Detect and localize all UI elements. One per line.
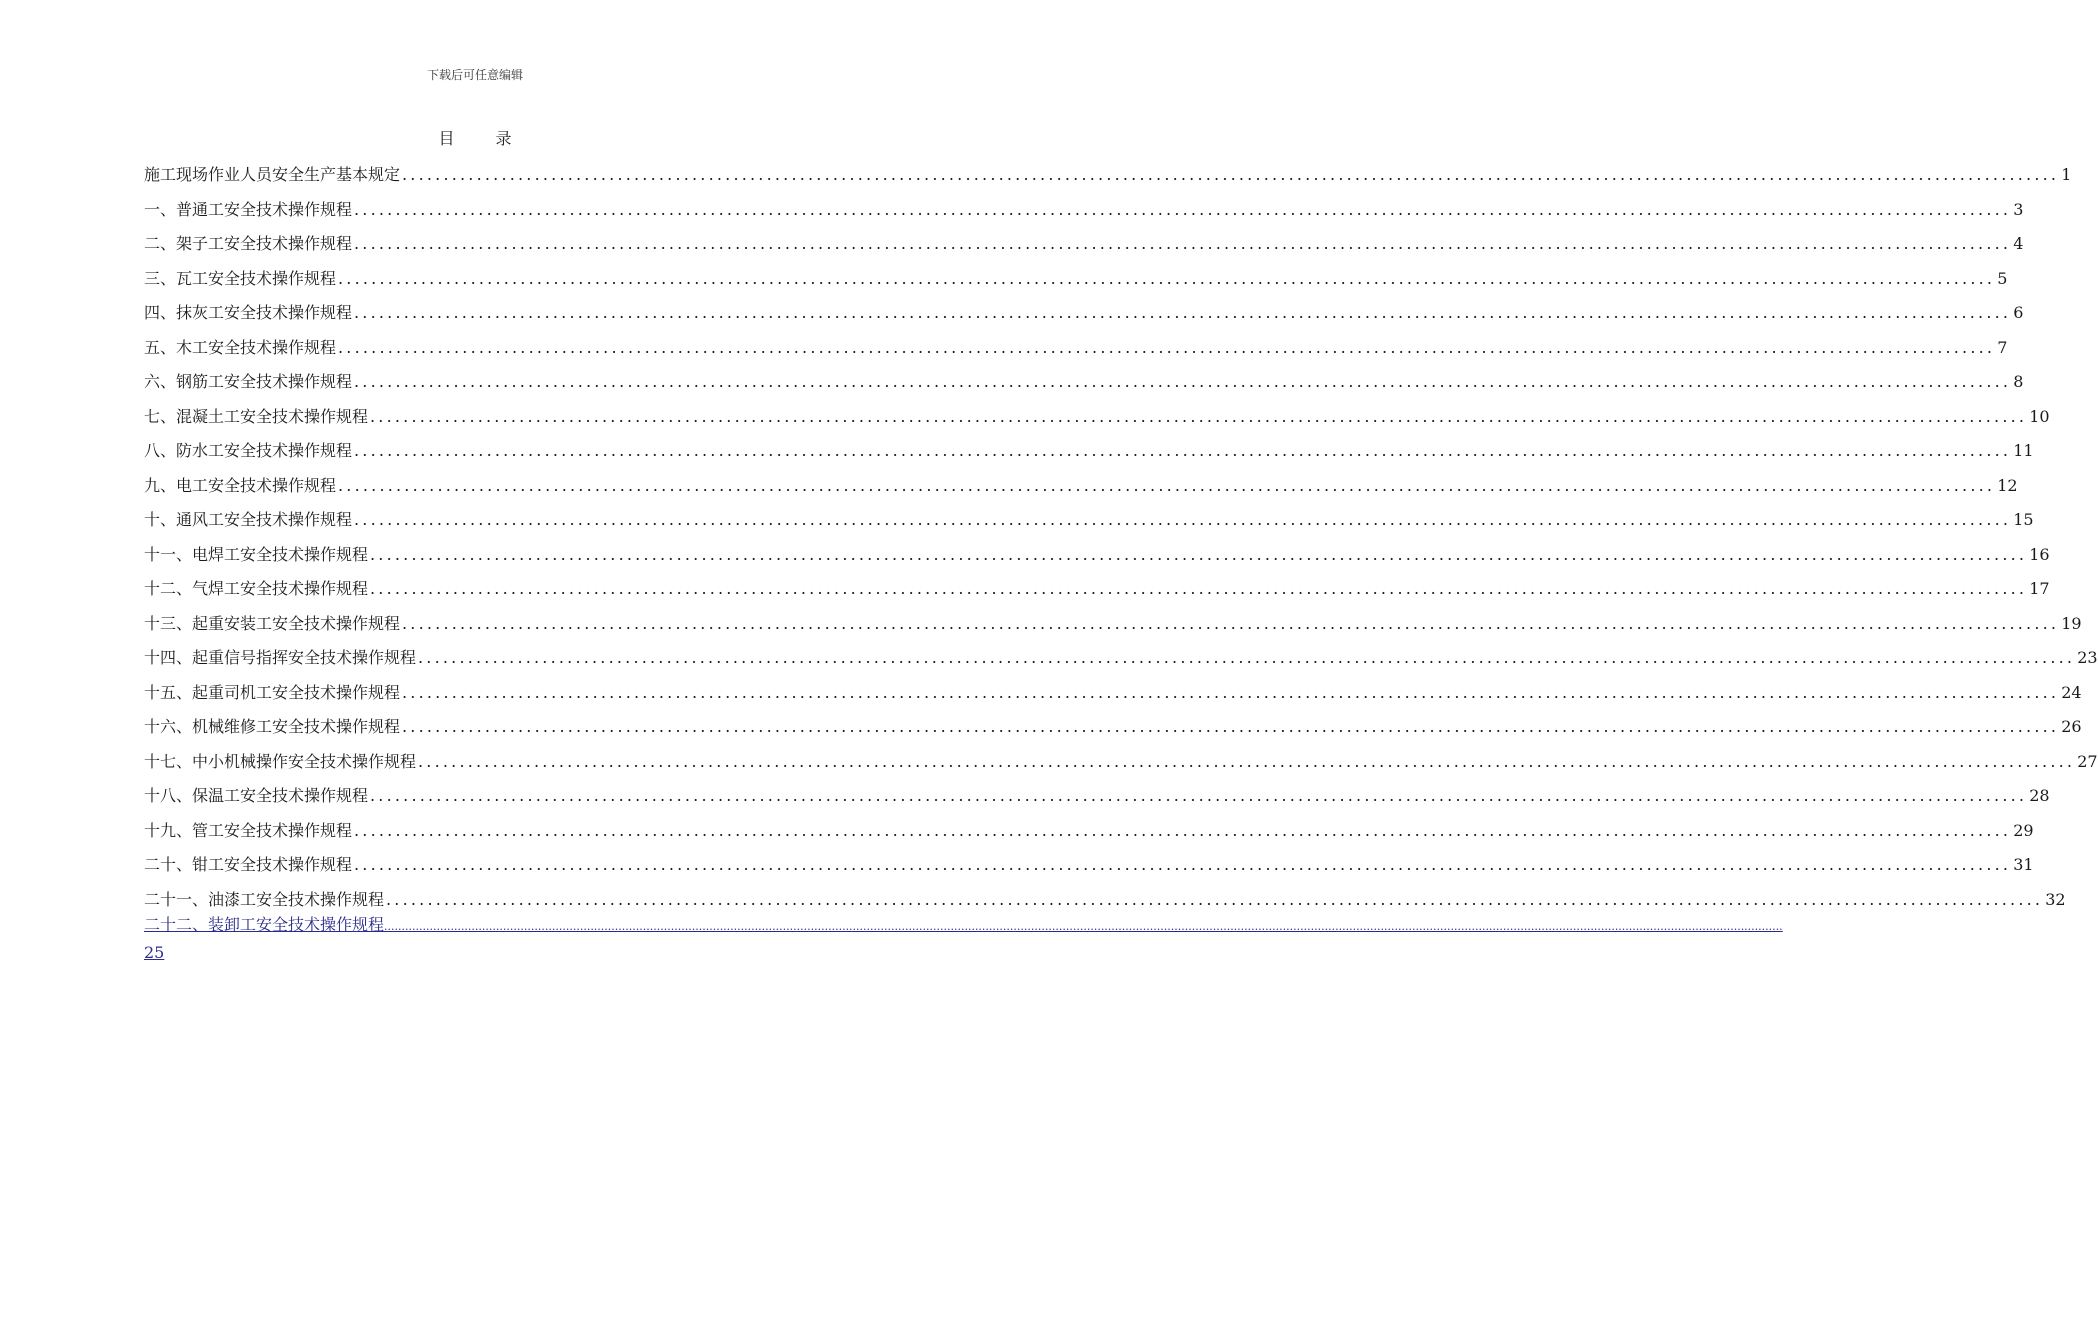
toc-entry-page-number: 29 [2013,820,2034,840]
toc-entry-leader: ........................................................................................................................................................................................................ [402,717,2060,736]
toc-entry[interactable] [144,296,2024,331]
toc-entry-page-number: 32 [2045,889,2066,909]
toc-entry-leader: ........................................................................................................................................................................................................ [354,510,2012,529]
toc-link-entry[interactable] [144,912,1783,966]
toc-entry-leader: ........................................................................................................................................................................................................ [402,613,2060,633]
toc-entry-page-number: 27 [2077,751,2098,771]
table-of-contents [144,158,2098,917]
toc-entry-leader: ........................................................................................................................................................................................................ [370,579,2028,598]
toc-entry-label: 二十、钳工安全技术操作规程 [144,855,353,874]
toc-entry[interactable] [144,400,2050,435]
toc-entry[interactable] [144,434,2034,469]
toc-entry-label: 二、架子工安全技术操作规程 [144,234,353,253]
toc-entry-page-number: 4 [2013,234,2024,253]
toc-entry[interactable] [144,641,2098,676]
toc-entry-page-number: 1 [2061,165,2072,184]
header-note: 下载后可任意编辑 [426,68,523,82]
toc-entry[interactable] [144,365,2024,400]
toc-entry[interactable] [144,607,2082,642]
toc-entry-page-number: 23 [2077,648,2098,667]
toc-entry-leader: ........................................................................................................................................................................................................ [338,475,1996,495]
toc-entry-label: 八、防水工安全技术操作规程 [144,441,353,460]
toc-entry[interactable] [144,193,2024,228]
toc-entry-leader: ........................................................................................................................................................................................................ [354,199,2012,219]
toc-entry[interactable] [144,848,2034,883]
toc-entry-label: 九、电工安全技术操作规程 [144,475,337,495]
toc-entry-page-number: 12 [1997,475,2018,495]
toc-entry-page-number: 7 [1997,337,2008,357]
toc-link-page-number[interactable]: 25 [144,943,165,962]
toc-entry-leader: ........................................................................................................................................................................................................ [338,337,1996,357]
toc-entry-leader: ........................................................................................................................................................................................................ [354,855,2012,874]
toc-entry-label: 十、通风工安全技术操作规程 [144,510,353,529]
toc-entry-label: 十一、电焊工安全技术操作规程 [144,544,369,564]
toc-entry[interactable] [144,745,2098,780]
toc-entry-label: 十四、起重信号指挥安全技术操作规程 [144,648,417,667]
toc-entry-page-number: 6 [2013,303,2024,322]
toc-entry-label: 六、钢筋工安全技术操作规程 [144,372,353,391]
toc-entry-leader: ........................................................................................................................................................................................................ [354,820,2012,840]
toc-entry-leader: ........................................................................................................................................................................................................ [354,234,2012,253]
toc-entry[interactable] [144,503,2034,538]
toc-entry-label: 一、普通工安全技术操作规程 [144,199,353,219]
toc-entry-page-number: 19 [2061,613,2082,633]
toc-entry-leader: ........................................................................................................................................................................................................ [370,786,2028,805]
toc-entry-page-number: 16 [2029,544,2050,564]
toc-entry-label: 十二、气焊工安全技术操作规程 [144,579,369,598]
toc-entry[interactable] [144,572,2050,607]
toc-entry-label: 十八、保温工安全技术操作规程 [144,786,369,805]
toc-entry-label: 十三、起重安装工安全技术操作规程 [144,613,401,633]
toc-entry-label: 七、混凝土工安全技术操作规程 [144,406,369,426]
toc-entry-leader: ........................................................................................................................................................................................................ [370,406,2028,426]
toc-entry[interactable] [144,710,2082,745]
toc-entry-leader: ........................................................................................................................................................................................................ [418,751,2076,771]
toc-link-line[interactable] [144,912,1783,940]
toc-entry-page-number: 17 [2029,579,2050,598]
toc-entry-page-number: 10 [2029,406,2050,426]
toc-entry-label: 四、抹灰工安全技术操作规程 [144,303,353,322]
toc-entry-leader: ........................................................................................................................................................................................................ [402,165,2060,184]
toc-entry-label: 十五、起重司机工安全技术操作规程 [144,682,401,702]
toc-entry[interactable] [144,538,2050,573]
toc-entry-leader: ........................................................................................................................................................................................................ [370,544,2028,564]
toc-entry[interactable] [144,469,2018,504]
toc-entry[interactable] [144,814,2034,849]
toc-entry-page-number: 24 [2061,682,2082,702]
toc-title: 目 录 [438,129,530,148]
toc-entry-page-number: 3 [2013,199,2024,219]
toc-entry-leader: ........................................................................................................................................................................................................ [354,441,2012,460]
toc-entry-page-number: 26 [2061,717,2082,736]
toc-link-leader: ................................................................................................................................................................................................................................................................................................................................................................................................................ [384,920,1783,933]
toc-entry-label: 三、瓦工安全技术操作规程 [144,268,337,288]
toc-entry[interactable] [144,779,2050,814]
toc-entry-label: 二十一、油漆工安全技术操作规程 [144,889,385,909]
toc-entry[interactable] [144,227,2024,262]
toc-link-label[interactable]: 二十二、装卸工安全技术操作规程 [144,915,385,934]
toc-entry-page-number: 11 [2013,441,2034,460]
toc-entry[interactable] [144,676,2082,711]
toc-entry[interactable] [144,158,2072,193]
toc-entry-leader: ........................................................................................................................................................................................................ [418,648,2076,667]
toc-entry[interactable] [144,262,2008,297]
toc-entry-page-number: 8 [2013,372,2024,391]
toc-entry-label: 施工现场作业人员安全生产基本规定 [144,165,401,184]
toc-entry-leader: ........................................................................................................................................................................................................ [354,372,2012,391]
toc-entry-page-number: 31 [2013,855,2034,874]
toc-entry-label: 十六、机械维修工安全技术操作规程 [144,717,401,736]
toc-entry-page-number: 5 [1997,268,2008,288]
toc-entry-leader: ........................................................................................................................................................................................................ [386,889,2044,909]
toc-entry-label: 十九、管工安全技术操作规程 [144,820,353,840]
toc-entry-leader: ........................................................................................................................................................................................................ [338,268,1996,288]
toc-entry-label: 十七、中小机械操作安全技术操作规程 [144,751,417,771]
toc-entry-leader: ........................................................................................................................................................................................................ [354,303,2012,322]
toc-entry-page-number: 15 [2013,510,2034,529]
toc-entry-leader: ........................................................................................................................................................................................................ [402,682,2060,702]
toc-entry-page-number: 28 [2029,786,2050,805]
toc-entry-label: 五、木工安全技术操作规程 [144,337,337,357]
toc-entry[interactable] [144,331,2008,366]
